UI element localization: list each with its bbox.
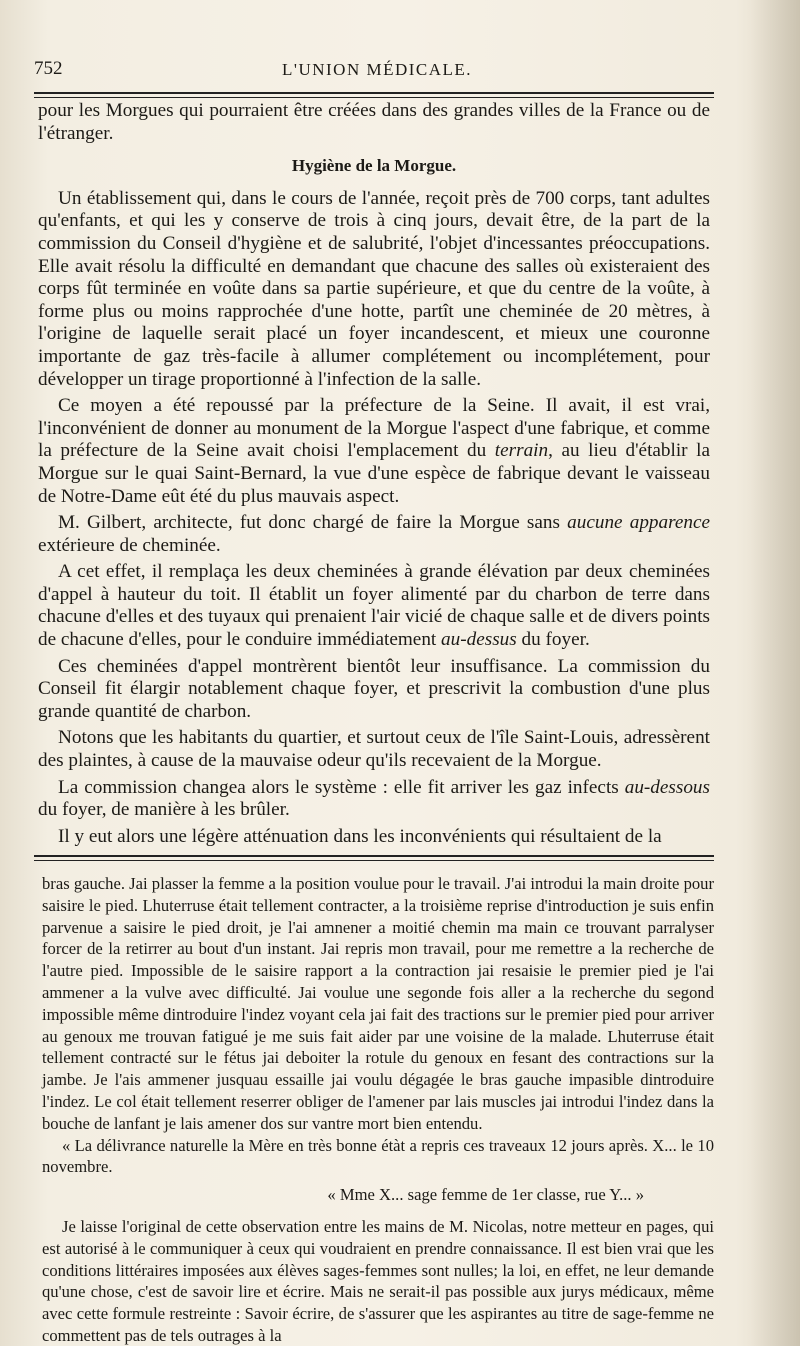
header-rule: [34, 92, 714, 98]
paragraph: Il y eut alors une légère atténuation dans les inconvénients qui résultaient de la: [58, 825, 662, 847]
signature-line: « Mme X... sage femme de 1er classe, rue Y... »: [327, 1185, 644, 1205]
paragraph: Ce moyen a été repoussé par la préfecture de la Seine. Il avait, il est vrai, l'inconvénient de donner au monument de la Morgue l'aspect d'une fabrique, et comme la préfecture de la Seine avait choisi l'emplacement du terrain, au lieu d'établir la Morgue sur le quai Saint-Bernard, la vue d'une espèce de fabrique devant le vaisseau de Notre-Dame eût été du plus mauvais aspect.: [38, 395, 710, 507]
paragraph: M. Gilbert, architecte, fut donc chargé de faire la Morgue sans aucune apparence extérieure de cheminée.: [38, 512, 711, 556]
footnote-rule: [34, 855, 714, 861]
running-title: L'UNION MÉDICALE.: [282, 60, 473, 79]
paragraph-continuation: pour les Morgues qui pourraient être créées dans des grandes villes de la France ou de l'étranger.: [38, 100, 710, 144]
note-paragraph: Je laisse l'original de cette observation entre les mains de M. Nicolas, notre metteur en pages, qui est autorisé à le communiquer à ceux qui voudraient en prendre connaissance. Il est bien vrai que les conditions littéraires imposées aux élèves sages-femmes sont nulles; la loi, en effet, ne leur demande qu'une chose, c'est de savoir lire et écrire. Mais ne serait-il pas possible aux jurys médicaux, même avec cette formule restreinte : Savoir écrire, de s'assurer que les aspirantes au titre de sage-femme ne commettent pas de tels outrages à la: [42, 1216, 714, 1345]
main-text: [38, 100, 710, 852]
page-number: 752: [34, 58, 63, 79]
note-paragraph: bras gauche. Jai plasser la femme a la position voulue pour le travail. J'ai introdui la main droite pour saisire le pied. Lhuterruse était tellement contracter, a la troisième reprise d'introduction je suis enfin parvenue a saisire le pied droit, je l'ai amnener a moitié chemin ma main ce trouvant parralyser forcer de la retirrer au bout d'un instant. Jai repris mon travail, pour me remettre a la recherche de l'autre pied. Impossible de le saisire rapport a la contraction jai resaisie le premier pied je l'ai ammener a la vulve avec difficulté. Jai voulue une segonde fois aller a la recherche du segond impossible même dintroduire l'indez voyant cela jai fait des tractions sur le premier pied pour arriver au genoux me trouvan fatigué je me suis fait aider par une voisine de la malade. Lhuterruse était tellement contracté sur le fétus jai deboiter la rotule du genoux en fesant des contractions sur la jambe. Je l'ais ammener jusquau essaille jai voulu dégagée le bras gauche impasible dintroduire l'indez. Le col était tellement reserrer obliger de l'amener par lais muscles jai introdui l'indez dans la bouche de lanfant je lais amener dos sur vantre mort bien entendu.: [42, 874, 714, 1133]
notes-section: [42, 873, 714, 1346]
paragraph: La commission changea alors le système : elle fit arriver les gaz infects au-dessous du foyer, de manière à les brûler.: [38, 776, 710, 821]
paragraph: Un établissement qui, dans le cours de l'année, reçoit près de 700 corps, tant adultes qu'enfants, et qui les y conserve de trois à cinq jours, devait être, de la part de la commission du Conseil d'hygiène et de salubrité, l'objet d'incessantes préoccupations. Elle avait résolu la difficulté en demandant que chacune des salles où existeraient des corps fût terminée en voûte dans sa partie supérieure, et que du centre de la voûte, à forme plus ou moins rapprochée d'une hotte, partît une cheminée de 20 mètres, à l'origine de laquelle serait placé un foyer incandescent, et mieux une couronne importante de gaz très-facile à allumer complétement ou incomplétement, pour développer un tirage proportionné à l'infection de la salle.: [38, 187, 710, 390]
note-paragraph: « La délivrance naturelle la Mère en très bonne étàt a repris ces traveaux 12 jours après. X... le 10 novembre.: [42, 1135, 714, 1177]
paragraph: A cet effet, il remplaça les deux cheminées à grande élévation par deux cheminées d'appel à hauteur du toit. Il établit un foyer alimenté par du charbon de terre dans chacune d'elles et des tuyaux qui prenaient l'air vicié de chaque salle et de divers points de chacune d'elles, pour le conduire immédiatement au-dessus du foyer.: [38, 561, 710, 651]
paragraph: Ces cheminées d'appel montrèrent bientôt leur insuffisance. La commission du Conseil fit élargir notablement chaque foyer, et prescrivit la combustion d'une plus grande quantité de charbon.: [38, 655, 710, 722]
page-header: [34, 58, 714, 84]
section-heading: Hygiène de la Morgue.: [291, 156, 457, 176]
page-edge-shadow: [750, 0, 800, 1346]
paragraph: Notons que les habitants du quartier, et surtout ceux de l'île Saint-Louis, adressèrent des plaintes, à cause de la mauvaise odeur qu'ils recevaient de la Morgue.: [38, 727, 710, 772]
